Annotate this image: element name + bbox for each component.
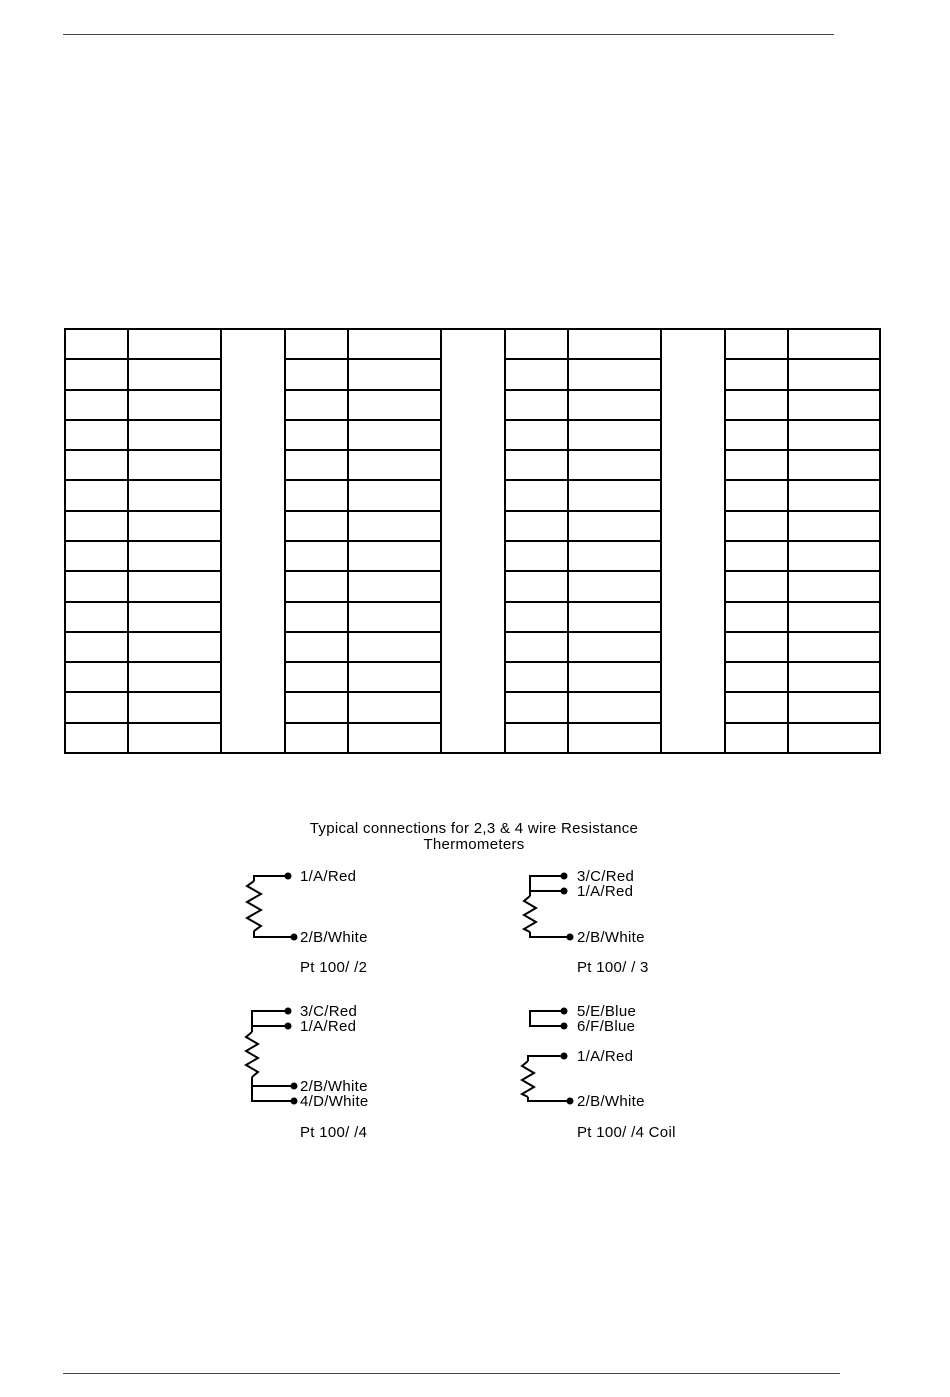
terminal-label: 2/B/White	[577, 929, 645, 946]
terminal-dot	[561, 888, 568, 895]
terminal-label: 1/A/Red	[577, 1048, 634, 1065]
terminal-label: 2/B/White	[577, 1093, 645, 1110]
terminal-dot	[285, 873, 292, 880]
sensor-type-label: Pt 100/ /4 Coil	[577, 1124, 676, 1141]
wire-lead-bottom	[252, 1077, 293, 1101]
wire-lead-top	[528, 1056, 562, 1061]
terminal-dot	[291, 1098, 298, 1105]
terminal-label: 5/E/Blue	[577, 1003, 637, 1020]
terminal-label: 1/A/Red	[300, 1018, 357, 1035]
wire-loop	[530, 1011, 562, 1026]
terminal-dot	[561, 1053, 568, 1060]
terminal-label: 4/D/White	[300, 1093, 369, 1110]
wiring-3wire	[524, 876, 569, 937]
wire-lead-top	[252, 1011, 286, 1026]
sensor-type-label: Pt 100/ /2	[300, 959, 368, 976]
resistor-zigzag	[524, 896, 536, 932]
wire-lead-top	[254, 876, 286, 881]
terminal-label: 3/C/Red	[577, 868, 635, 885]
terminal-label: 6/F/Blue	[577, 1018, 636, 1035]
sensor-type-label: Pt 100/ / 3	[577, 959, 649, 976]
footer-rule	[63, 1373, 840, 1374]
wire-lead-bottom	[528, 1097, 569, 1101]
terminal-label: 1/A/Red	[577, 883, 634, 900]
wire-lead-bottom	[254, 931, 293, 937]
terminal-dot	[567, 1098, 574, 1105]
wire-lead-top	[530, 876, 562, 891]
terminal-label: 2/B/White	[300, 929, 368, 946]
terminal-label: 2/B/White	[300, 1078, 368, 1095]
resistor-zigzag	[522, 1061, 534, 1097]
wire-lead-bottom	[530, 932, 569, 937]
resistor-zigzag	[247, 881, 261, 931]
resistor-zigzag	[246, 1032, 258, 1077]
terminal-dot	[561, 1023, 568, 1030]
terminal-dot	[291, 934, 298, 941]
terminal-dot	[567, 934, 574, 941]
terminal-dot	[561, 873, 568, 880]
terminal-label: 1/A/Red	[300, 868, 357, 885]
wiring-2wire	[247, 876, 293, 937]
terminal-dot	[285, 1008, 292, 1015]
terminal-label: 3/C/Red	[300, 1003, 358, 1020]
sensor-type-label: Pt 100/ /4	[300, 1124, 368, 1141]
caption-line-1: Typical connections for 2,3 & 4 wire Resistance	[309, 820, 639, 837]
terminal-dot	[561, 1008, 568, 1015]
terminal-dot	[285, 1023, 292, 1030]
terminal-dot	[291, 1083, 298, 1090]
caption-line-2: Thermometers	[423, 836, 525, 853]
